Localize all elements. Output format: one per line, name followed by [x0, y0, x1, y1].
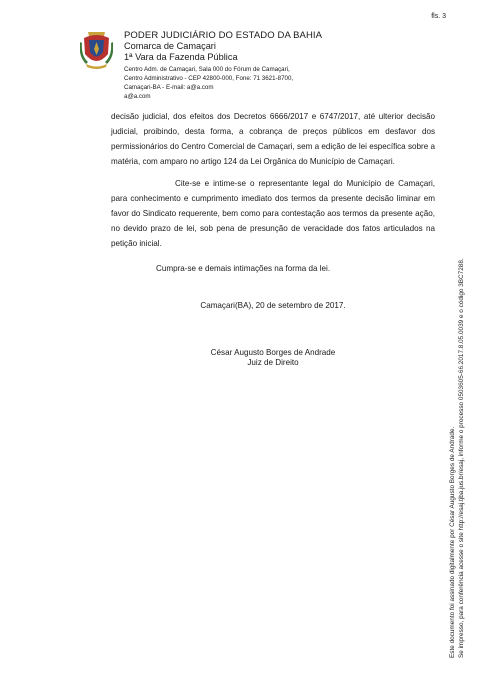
address-line: Centro Administrativo - CEP 42800-000, Fone: 71 3621-8700,: [124, 75, 294, 82]
bahia-coat-of-arms-icon: [80, 28, 113, 70]
paragraph-closing: Cumpra-se e demais intimações na forma da lei.: [156, 264, 331, 273]
document-body: [111, 109, 435, 368]
date-line: Camaçari(BA), 20 de setembro de 2017.: [200, 301, 346, 310]
page-number: fls. 3: [431, 13, 446, 20]
paragraph-citation: Cite-se e intime-se o representante legal do Município de Camaçari, para conhecimento e cumprimento imediato dos termos da presente decisão liminar em favor do Sindicato requerente, bem como para contestação aos termos da presente ação, no devido prazo de lei, sob pena de presunção de veracidade dos fatos articulados na petição inicial.: [111, 179, 435, 248]
address-line: Camaçari-BA - E-mail: a@a.com: [124, 84, 214, 91]
address-line: Centro Adm. de Camaçari, Sala 000 do Fórum de Camaçari,: [124, 66, 290, 73]
court-header: [124, 30, 354, 101]
vara-name: 1ª Vara da Fazenda Pública: [124, 52, 238, 62]
digital-signature-note: [449, 258, 476, 658]
paragraph-decision: decisão judicial, dos efeitos dos Decretos 6666/2017 e 6747/2017, até ulterior decisão judicial, proibindo, desta forma, a cobrança de preços públicos em desfavor dos permissionários do Centro Comercial de Camaçari, sem a edição de lei específica sobre a matéria, com amparo no artigo 124 da Lei Orgânica do Município de Camaçari.: [111, 112, 435, 166]
verification-line: Se impresso, para conferência acesse o site http://esaj.tjba.jus.br/esaj, informe o processo 0503605-66.2017.8.05.0039 e o código 3BC7288.: [457, 258, 465, 658]
signer-name: César Augusto Borges de Andrade: [210, 348, 336, 357]
comarca-name: Comarca de Camaçari: [124, 41, 216, 51]
signature-line: Este documento foi assinado digitalmente por César Augusto Borges de Andrade.: [449, 426, 456, 658]
court-address: [124, 65, 348, 92]
court-name: PODER JUDICIÁRIO DO ESTADO DA BAHIA: [124, 30, 323, 41]
court-email: a@a.com: [124, 93, 151, 100]
signer-title: Juiz de Direito: [247, 358, 299, 367]
